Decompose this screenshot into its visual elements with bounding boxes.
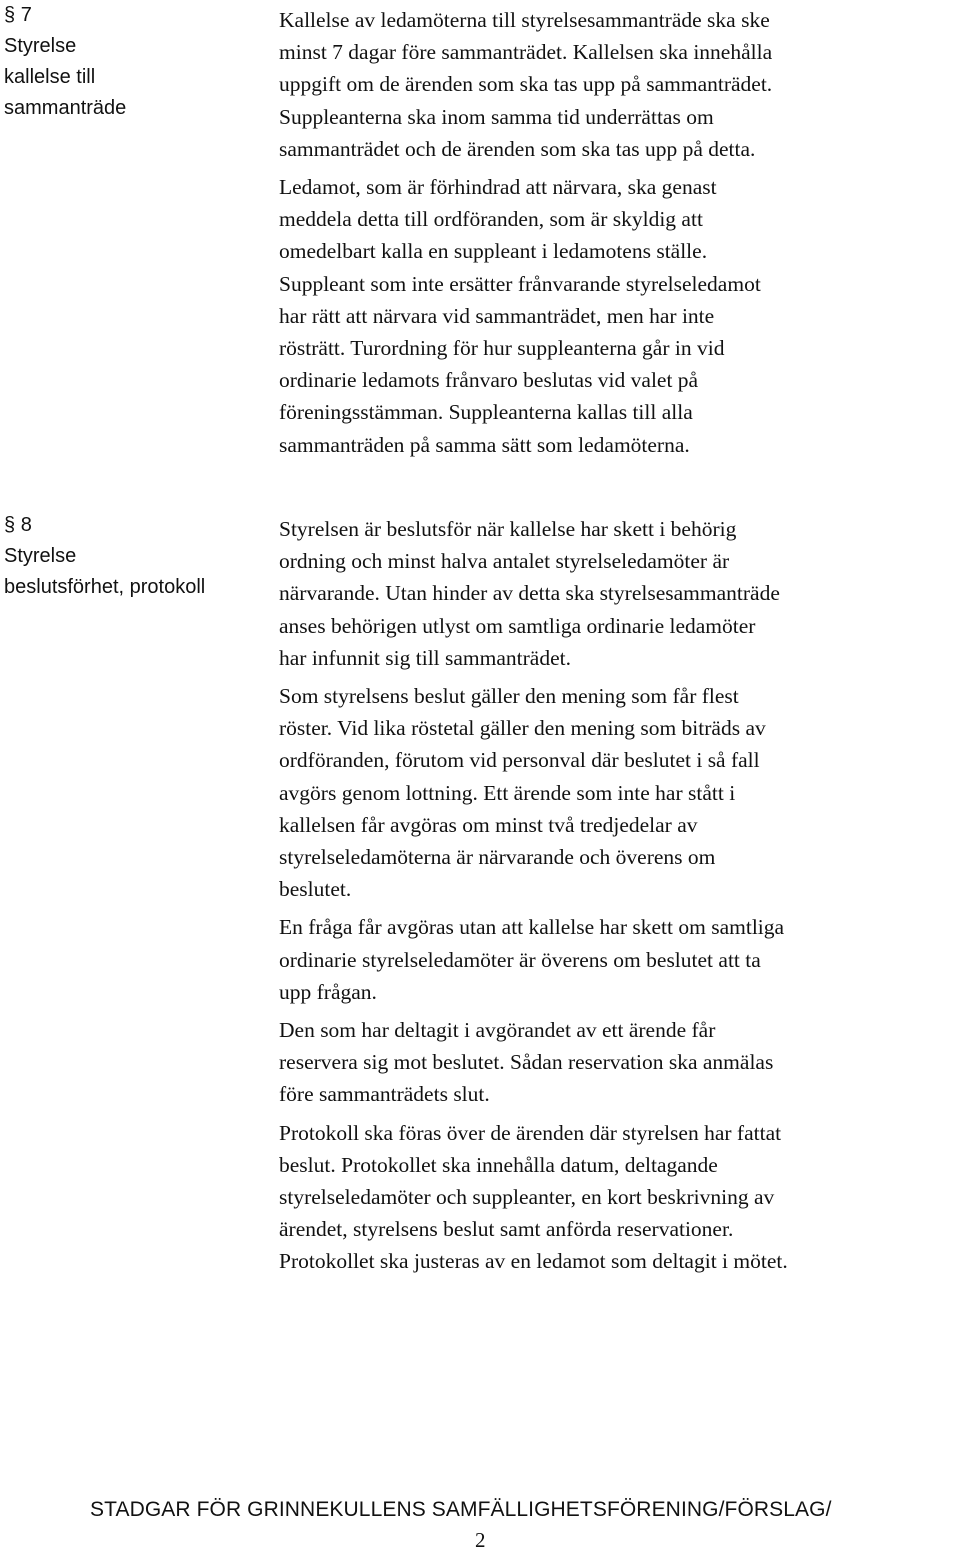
text-line: styrelseledamöter och suppleanter, en kort beskrivning av <box>279 1185 775 1210</box>
text-line: beslutet. <box>279 877 352 902</box>
section-number <box>4 510 264 541</box>
text-line: ordning och minst halva antalet styrelseledamöter är <box>279 549 730 574</box>
section-number <box>4 0 264 31</box>
text-line: röster. Vid lika röstetal gäller den mening som biträds av <box>279 716 766 741</box>
heading-line: sammanträde <box>4 97 127 119</box>
paragraph <box>279 4 960 165</box>
text-line: har infunnit sig till sammanträdet. <box>279 645 571 670</box>
paragraph-sign: § <box>4 4 16 26</box>
text-line: har rätt att närvara vid sammanträdet, men har inte <box>279 303 715 328</box>
paragraph <box>279 1117 960 1278</box>
heading-line: kallelse till <box>4 66 96 88</box>
text-line: Som styrelsens beslut gäller den mening som får flest <box>279 684 739 709</box>
text-line: ordinarie styrelseledamöter är överens om beslutet att ta <box>279 947 761 972</box>
text-line: sammanträdet och de ärenden som ska tas upp på detta. <box>279 136 756 161</box>
text-line: uppgift om de ärenden som ska tas upp på sammanträdet. <box>279 72 773 97</box>
text-line: föreningsstämman. Suppleanterna kallas till alla <box>279 400 693 425</box>
paragraph-sign: § <box>4 514 16 536</box>
text-line: meddela detta till ordföranden, som är skyldig att <box>279 207 703 232</box>
text-line: kallelsen får avgöras om minst två tredjedelar av <box>279 812 698 837</box>
section-number-value: 7 <box>20 4 32 26</box>
text-line: styrelseledamöterna är närvarande och överens om <box>279 845 716 870</box>
text-line: En fråga får avgöras utan att kallelse har skett om samtliga <box>279 915 785 940</box>
text-line: ärendet, styrelsens beslut samt anförda reservationer. <box>279 1217 734 1242</box>
heading-line: Styrelse <box>4 35 77 57</box>
text-line: avgörs genom lottning. Ett ärende som inte har stått i <box>279 780 736 805</box>
section-7-body <box>279 4 960 461</box>
footer-text: STADGAR FÖR GRINNEKULLENS SAMFÄLLIGHETSFÖRENING/FÖRSLAG/ <box>90 1498 832 1521</box>
text-line: reservera sig mot beslutet. Sådan reservation ska anmälas <box>279 1050 774 1075</box>
section-7-heading <box>4 0 264 124</box>
text-line: upp frågan. <box>279 979 377 1004</box>
text-line: Kallelse av ledamöterna till styrelsesammanträde ska ske <box>279 8 770 32</box>
text-line: rösträtt. Turordning för hur suppleanterna går in vid <box>279 336 725 361</box>
text-line: omedelbart kalla en suppleant i ledamotens ställe. <box>279 239 708 264</box>
text-line: Suppleanterna ska inom samma tid underrättas om <box>279 104 714 129</box>
section-7 <box>0 0 960 470</box>
paragraph <box>279 911 960 1008</box>
text-line: Protokoll ska föras över de ärenden där styrelsen har fattat <box>279 1120 782 1145</box>
section-8-heading <box>4 510 264 603</box>
text-line: Styrelsen är beslutsför när kallelse har skett i behörig <box>279 517 737 541</box>
paragraph <box>279 1014 960 1111</box>
paragraph <box>279 680 960 905</box>
text-line: anses behörigen utlyst om samtliga ordinarie ledamöter <box>279 613 756 638</box>
text-line: sammanträden på samma sätt som ledamöterna. <box>279 432 690 457</box>
text-line: beslut. Protokollet ska innehålla datum, deltagande <box>279 1152 718 1177</box>
text-line: ordföranden, förutom vid personval där beslutet i så fall <box>279 748 760 773</box>
text-line: närvarande. Utan hinder av detta ska styrelsesammanträde <box>279 581 780 606</box>
text-line: Suppleant som inte ersätter frånvarande styrelseledamot <box>279 271 761 296</box>
heading-line: beslutsförhet, protokoll <box>4 576 206 598</box>
text-line: Ledamot, som är förhindrad att närvara, ska genast <box>279 175 717 200</box>
text-line: minst 7 dagar före sammanträdet. Kallelsen ska innehålla <box>279 40 773 65</box>
section-8 <box>0 510 960 1290</box>
paragraph <box>279 513 960 674</box>
text-line: ordinarie ledamots frånvaro beslutas vid valet på <box>279 368 699 393</box>
paragraph <box>279 171 960 461</box>
text-line: Den som har deltagit i avgörandet av ett ärende får <box>279 1018 716 1043</box>
section-8-body <box>279 513 960 1278</box>
text-line: före sammanträdets slut. <box>279 1082 490 1107</box>
page-number: 2 <box>475 1528 486 1552</box>
heading-line: Styrelse <box>4 545 77 567</box>
text-line: Protokollet ska justeras av en ledamot som deltagit i mötet. <box>279 1249 788 1274</box>
section-number-value: 8 <box>20 514 32 536</box>
